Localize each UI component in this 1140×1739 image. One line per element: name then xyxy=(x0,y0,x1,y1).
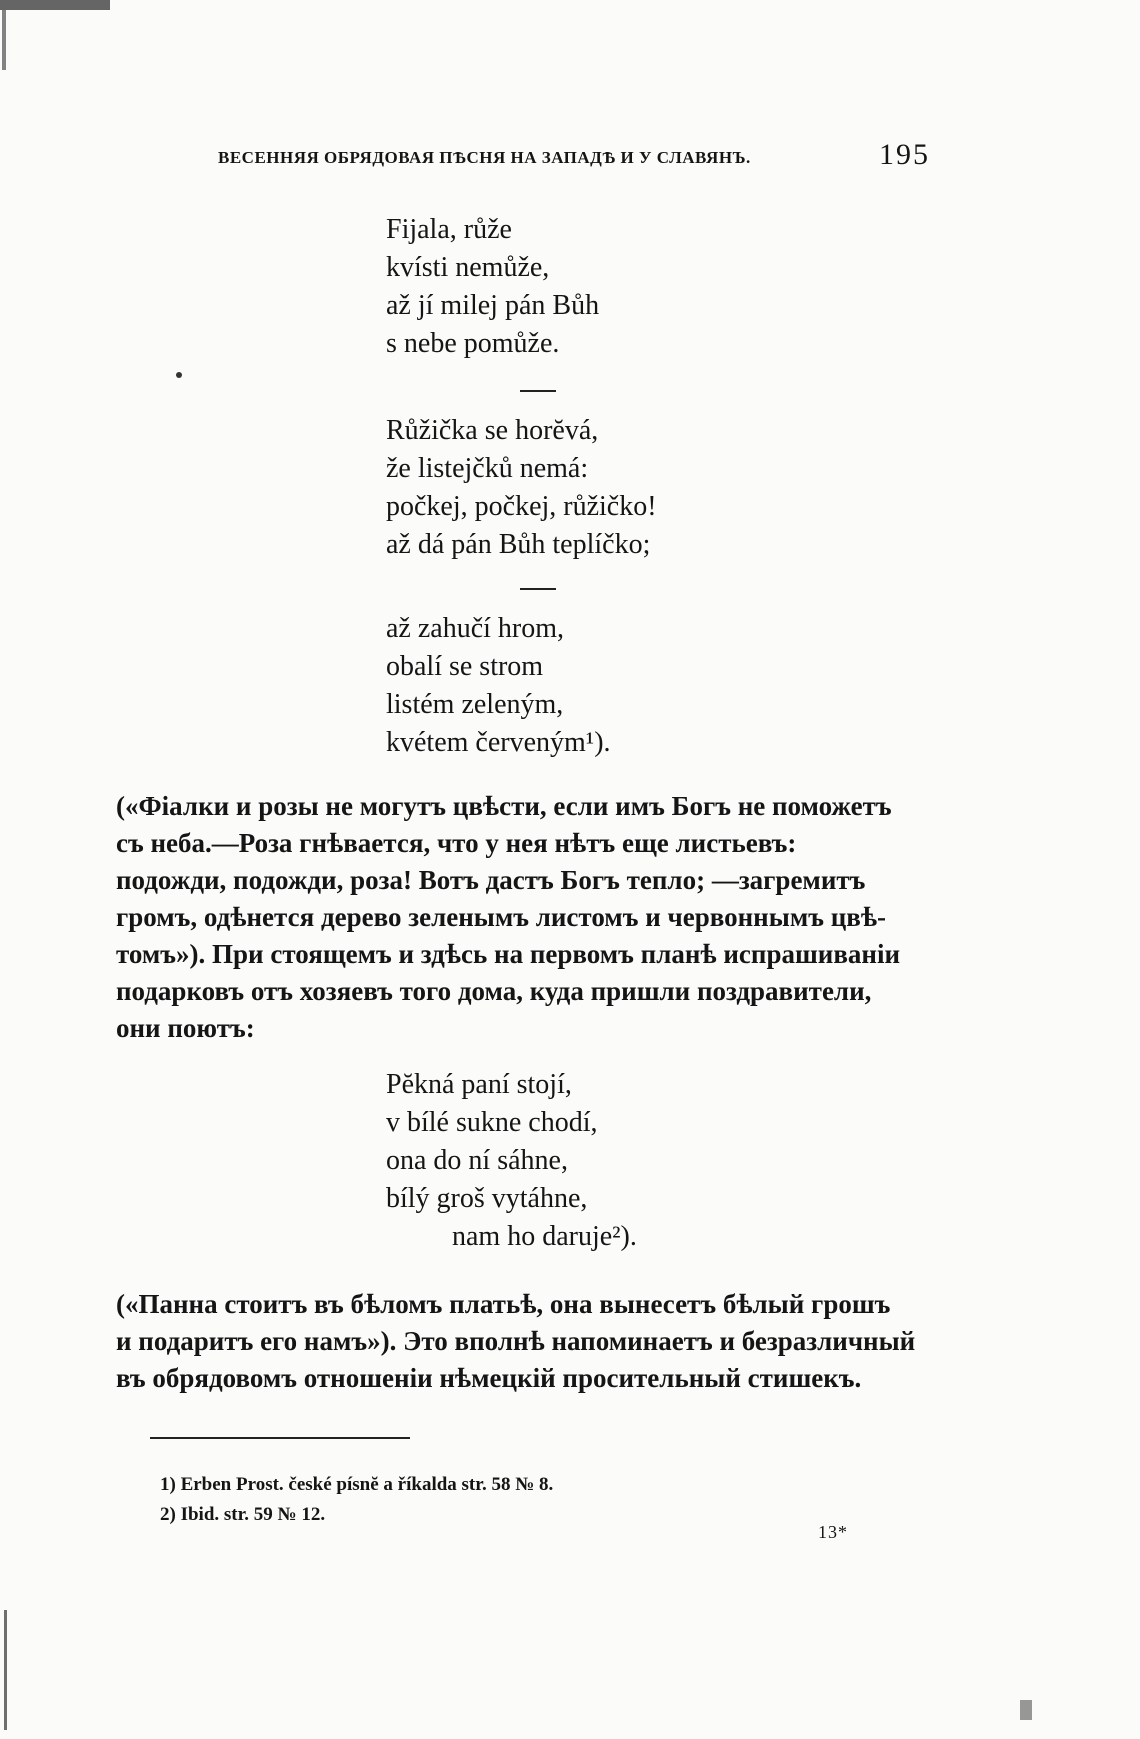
running-title: ВЕСЕННЯЯ ОБРЯДОВАЯ ПѢСНЯ НА ЗАПАДѢ И У СЛАВЯНЪ. xyxy=(218,148,751,167)
verse-line: Pĕkná paní stojí, xyxy=(386,1069,572,1100)
prose-line: громъ, одѣнется дерево зеленымъ листомъ и червоннымъ цвѣ- xyxy=(116,902,887,932)
footnotes xyxy=(160,1470,553,1530)
footnote-1: 1) Erben Prost. české písnĕ a říkalda str. 58 № 8. xyxy=(160,1474,554,1495)
footnote-rule xyxy=(150,1437,410,1439)
prose-line: подарковъ отъ хозяевъ того дома, куда пришли поздравители, xyxy=(116,976,872,1006)
verse-line: Růžička se horĕvá, xyxy=(386,415,599,446)
running-head xyxy=(218,138,938,178)
stanza-divider xyxy=(520,588,556,590)
paragraph-translation-1 xyxy=(116,788,936,1047)
prose-line: («Панна стоитъ въ бѣломъ платьѣ, она вынесетъ бѣлый грошъ xyxy=(116,1289,891,1319)
verse-line: obalí se strom xyxy=(386,651,544,682)
stanza-divider xyxy=(520,390,556,392)
paragraph-translation-2 xyxy=(116,1286,936,1397)
verse-line: bílý groš vytáhne, xyxy=(386,1183,588,1214)
verse-line: počkej, počkej, růžičko! xyxy=(386,491,657,522)
verse-line: až zahučí hrom, xyxy=(386,613,565,644)
prose-line: они поютъ: xyxy=(116,1013,255,1043)
poem-stanza-1 xyxy=(386,211,599,363)
ink-dot xyxy=(176,372,182,378)
scan-artifact-left xyxy=(4,1610,7,1730)
verse-line: kvísti nemůže, xyxy=(386,252,550,283)
verse-line-indented: nam ho daruje²). xyxy=(452,1221,637,1252)
scan-artifact-corner xyxy=(1020,1700,1032,1720)
prose-line: подожди, подожди, роза! Вотъ дастъ Богъ тепло; —загремитъ xyxy=(116,865,866,895)
scan-artifact-top xyxy=(0,0,110,10)
verse-line: listém zeleným, xyxy=(386,689,564,720)
verse-line: ona do ní sáhne, xyxy=(386,1145,568,1176)
verse-line: že listejčků nemá: xyxy=(386,453,589,484)
verse-line: až dá pán Bůh teplíčko; xyxy=(386,529,651,560)
verse-line: kvétem červeným¹). xyxy=(386,727,611,758)
footnote-2: 2) Ibid. str. 59 № 12. xyxy=(160,1504,326,1525)
prose-line: томъ»). При стоящемъ и здѣсь на первомъ планѣ испрашиваніи xyxy=(116,939,901,969)
verse-line: až jí milej pán Bůh xyxy=(386,290,600,321)
verse-line: s nebe pomůže. xyxy=(386,328,560,359)
prose-line: и подаритъ его намъ»). Это вполнѣ напоминаетъ и безразличный xyxy=(116,1326,916,1356)
prose-line: въ обрядовомъ отношеніи нѣмецкій просительный стишекъ. xyxy=(116,1363,862,1393)
prose-line: съ неба.—Роза гнѣвается, что у нея нѣтъ еще листьевъ: xyxy=(116,828,797,858)
prose-line: («Фіалки и розы не могутъ цвѣсти, если имъ Богъ не поможетъ xyxy=(116,791,892,821)
verse-line: Fijala, růže xyxy=(386,214,512,245)
poem-stanza-3 xyxy=(386,610,611,762)
page-number: 195 xyxy=(879,138,930,171)
scan-artifact-edge xyxy=(2,10,6,70)
poem-2 xyxy=(386,1066,637,1256)
printer-signature: 13* xyxy=(818,1522,848,1542)
poem-stanza-2 xyxy=(386,412,657,564)
verse-line: v bílé sukne chodí, xyxy=(386,1107,598,1138)
